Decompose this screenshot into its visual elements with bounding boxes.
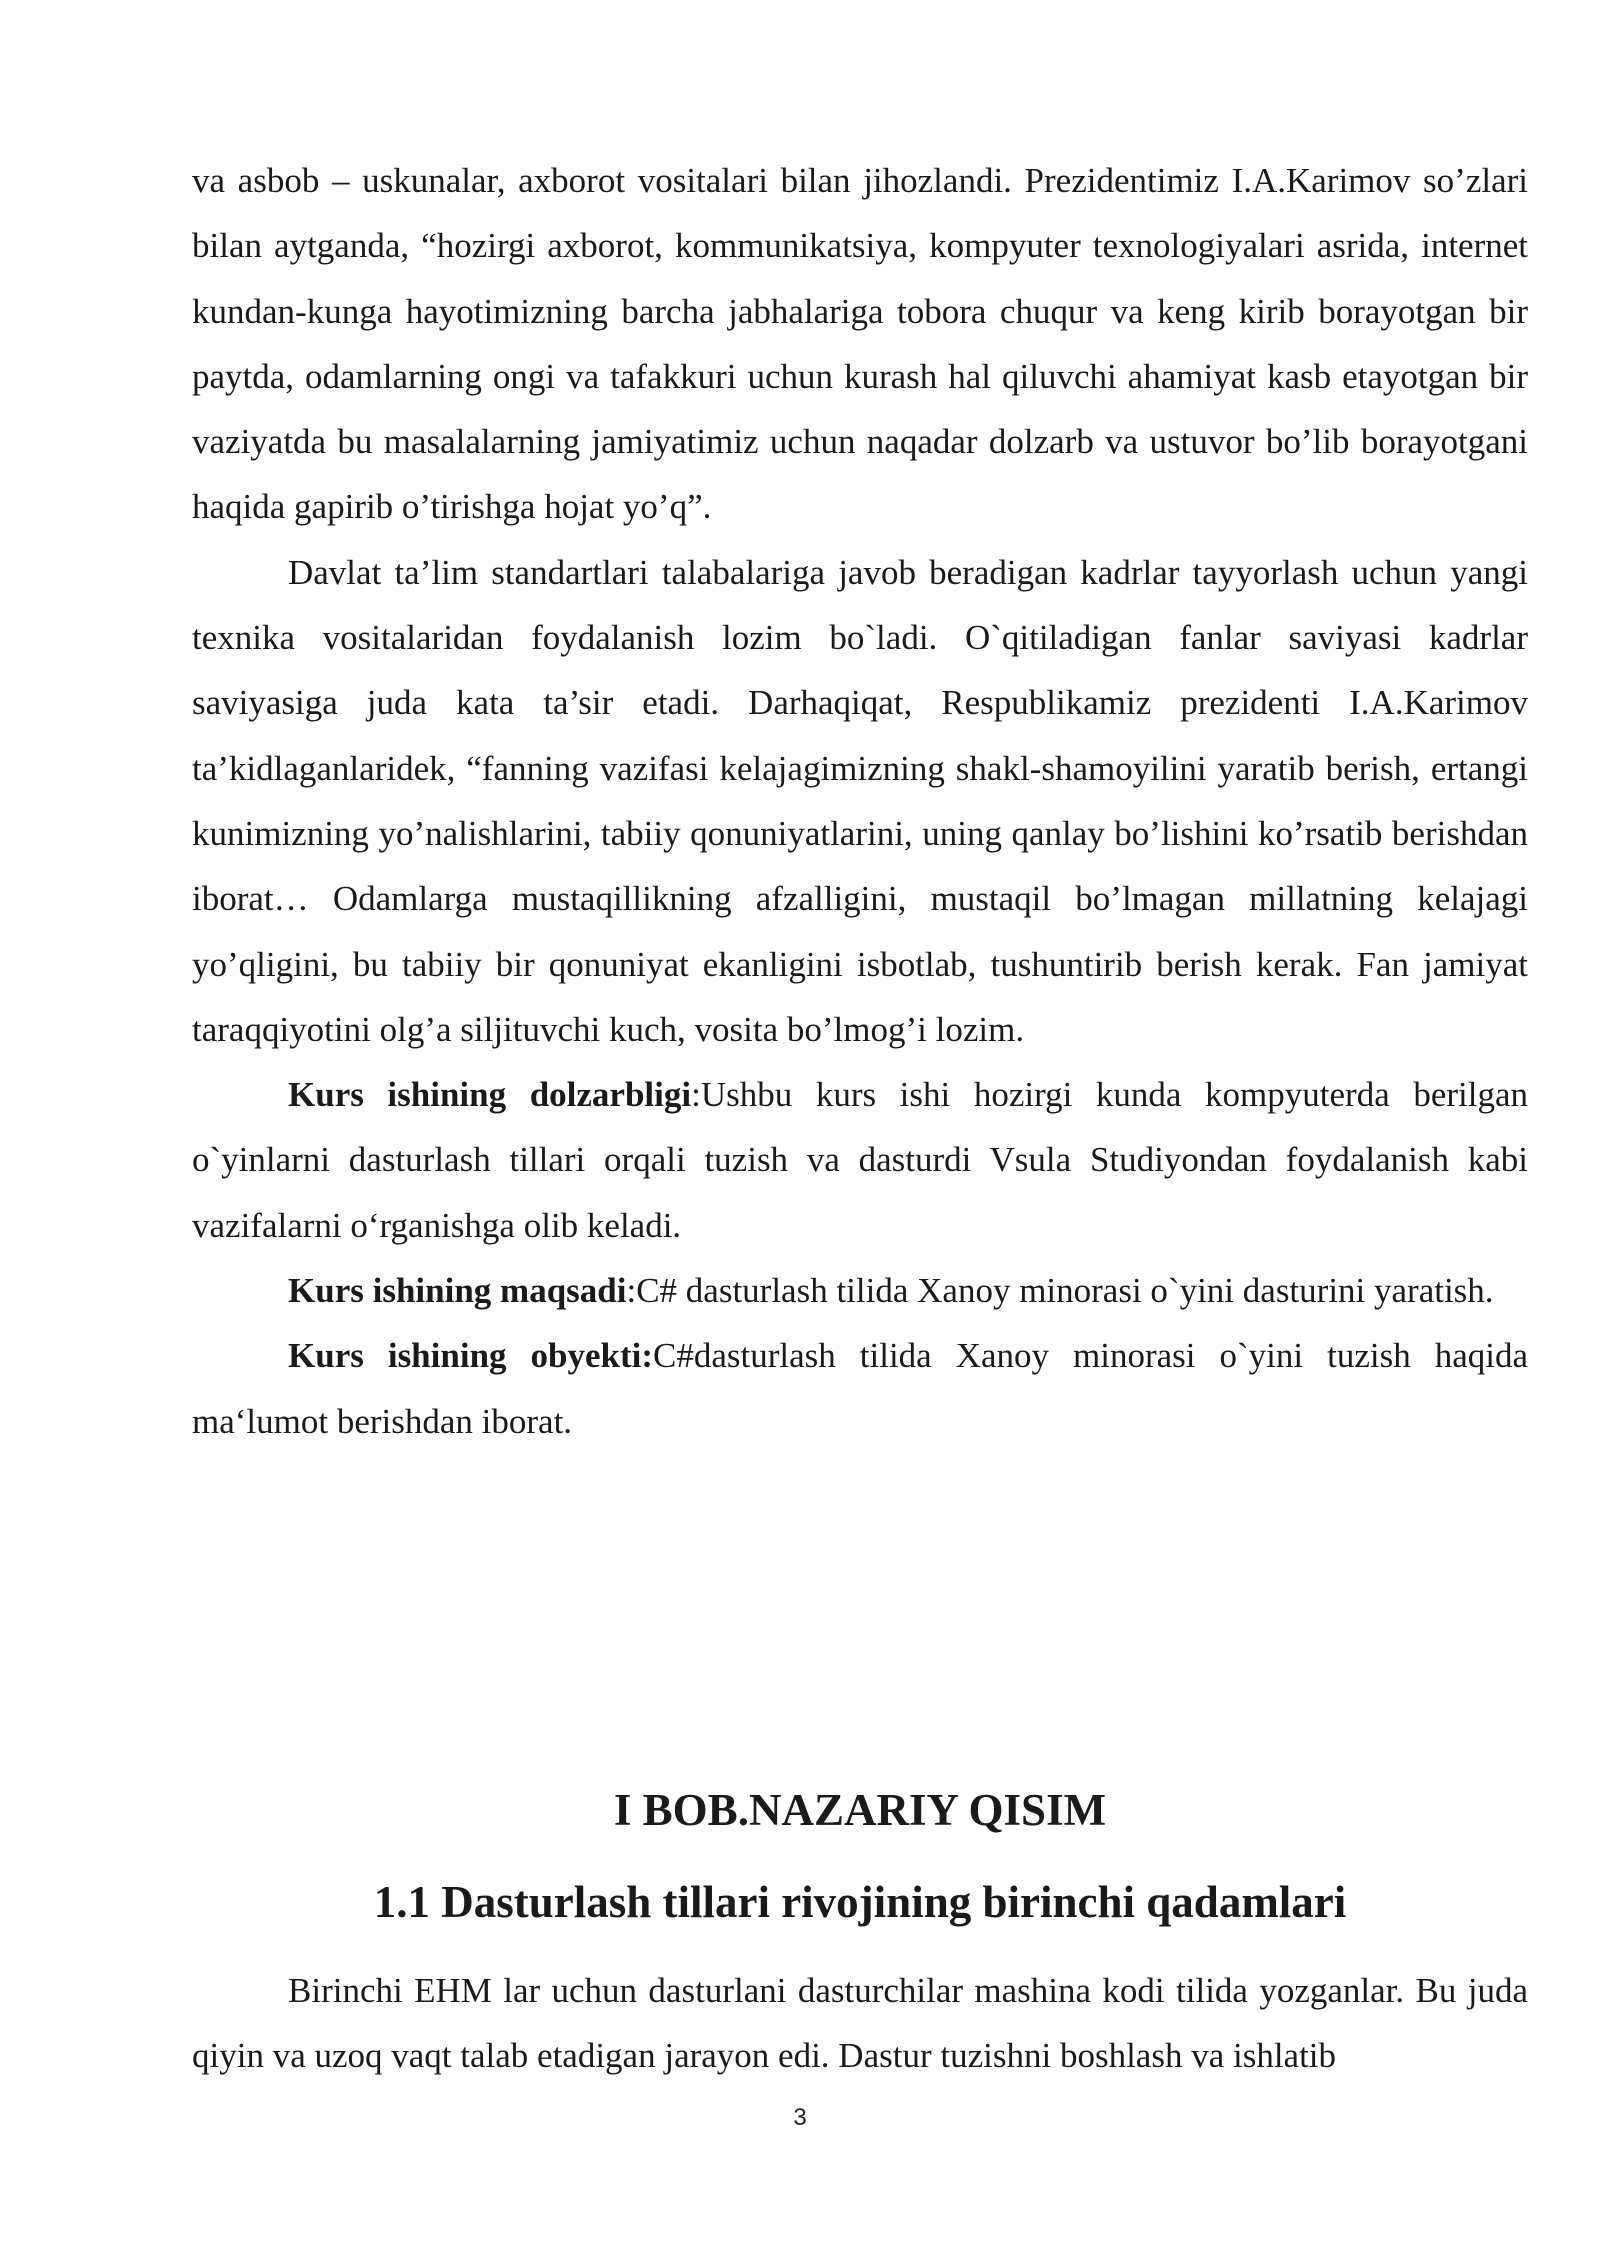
goal-label: Kurs ishining maqsadi <box>288 1271 627 1311</box>
relevance-label: Kurs ishining dolzarbligi <box>288 1075 692 1115</box>
goal-text: :C# dasturlash tilida Xanoy minorasi o`yini dasturini yaratish. <box>626 1271 1494 1311</box>
paragraph-section-start: Birinchi EHM lar uchun dasturlani dasturchilar mashina kodi tilida yozganlar. Bu juda qiyin va uzoq vaqt talab etadigan jarayon edi. Dastur tuzishni boshlash va ishlatib <box>192 1971 1528 2076</box>
paragraph-intro: va asbob – uskunalar, axborot vositalari bilan jihozlandi. Prezidentimiz I.A.Karimov so’zlari bilan aytganda, “hozirgi axborot, kommunikatsiya, kompyuter texnologiyalari asrida, internet kundan-kunga hayotimizning barcha jabhalariga tobora chuqur va keng kirib borayotgan bir paytda, odamlarning ongi va tafakkuri uchun kurash hal qiluvchi ahamiyat kasb etayotgan bir vaziyatda bu masalalarning jamiyatimiz uchun naqadar dolzarb va ustuvor bo’lib borayotgani haqida gapirib o’tirishga hojat yo’q”. <box>192 161 1528 527</box>
object-text: C#dasturlash tilida Xanoy minorasi o`yini tuzish haqida ma‘lumot berishdan iborat. <box>192 1336 1528 1441</box>
body-text <box>192 148 1528 1454</box>
paragraph-relevance <box>192 1062 1528 1258</box>
paragraph-object <box>192 1323 1528 1454</box>
paragraph-goal <box>192 1258 1528 1323</box>
section-body <box>192 1958 1528 2089</box>
page-number: 3 <box>793 2104 807 2131</box>
object-label: Kurs ishining obyekti: <box>288 1336 654 1376</box>
chapter-headings <box>192 1770 1528 1942</box>
chapter-title: I BOB.NAZARIY QISIM <box>613 1785 1107 1835</box>
section-title: 1.1 Dasturlash tillari rivojining birinchi qadamlari <box>373 1877 1347 1927</box>
paragraph-standards: Davlat ta’lim standartlari talabalariga javob beradigan kadrlar tayyorlash uchun yangi texnika vositalaridan foydalanish lozim bo`ladi. O`qitiladigan fanlar saviyasi kadrlar saviyasiga juda kata ta’sir etadi. Darhaqiqat, Respublikamiz prezidenti I.A.Karimov ta’kidlaganlaridek, “fanning vazifasi kelajagimizning shakl-shamoyilini yaratib berish, ertangi kunimizning yo’nalishlarini, tabiiy qonuniyatlarini, uning qanlay bo’lishini ko’rsatib berishdan iborat… Odamlarga mustaqillikning afzalligini, mustaqil bo’lmagan millatning kelajagi yo’qligini, bu tabiiy bir qonuniyat ekanligini isbotlab, tushuntirib berish kerak. Fan jamiyat taraqqiyotini olg’a siljituvchi kuch, vosita bo’lmog’i lozim. <box>192 552 1528 1049</box>
relevance-text: :Ushbu kurs ishi hozirgi kunda kompyuterda berilgan o`yinlarni dasturlash tillari orqali tuzish va dasturdi Vsula Studiyondan foydalanish kabi vazifalarni o‘rganishga olib keladi. <box>192 1075 1528 1245</box>
